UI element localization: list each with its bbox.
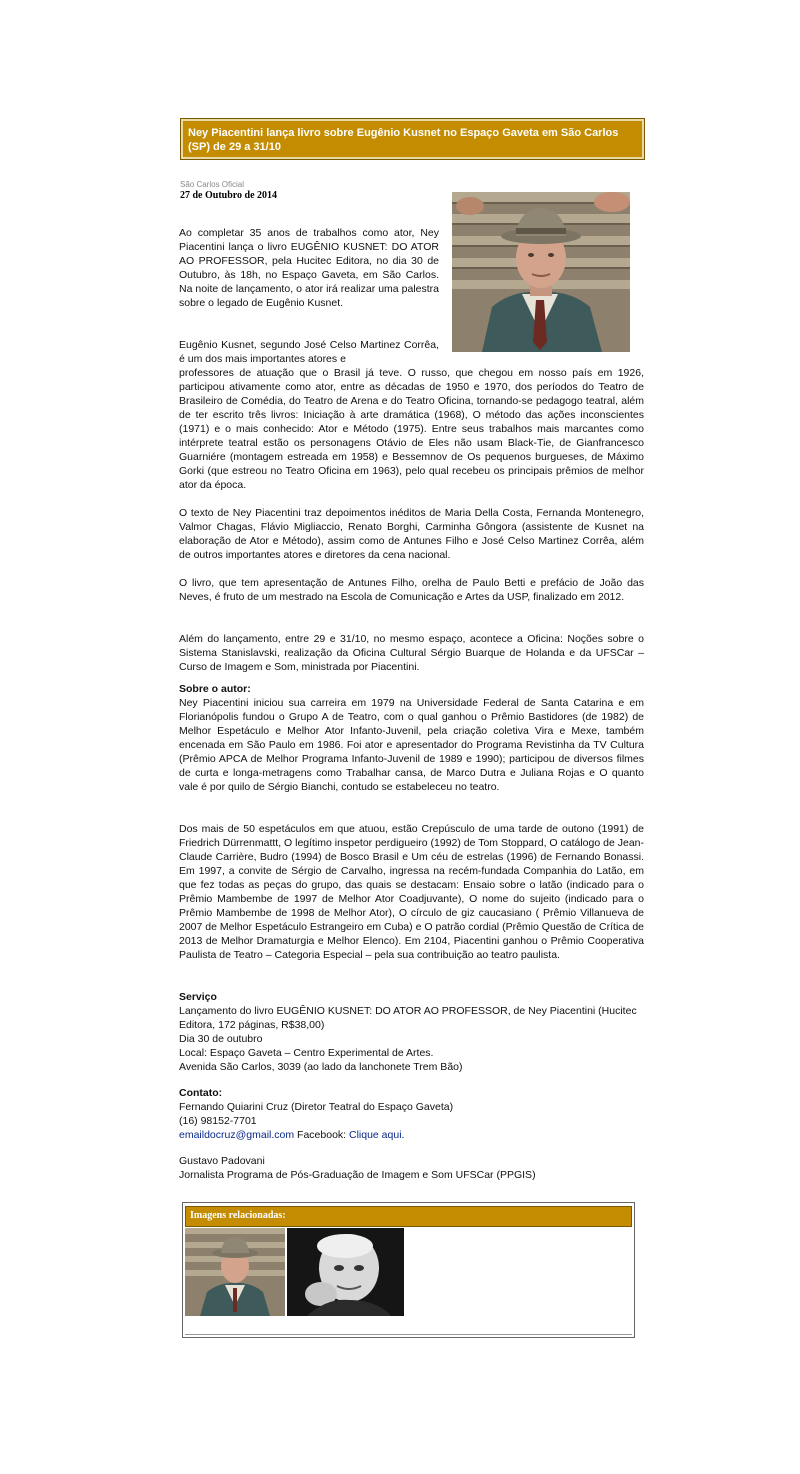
service-line: Avenida São Carlos, 3039 (ao lado da lanchonete Trem Bão) — [179, 1061, 463, 1073]
service-line: Local: Espaço Gaveta – Centro Experimental de Artes. — [179, 1047, 434, 1059]
contact-end: . — [401, 1129, 405, 1141]
contact-email-link[interactable]: emaildocruz@gmail.com — [179, 1129, 295, 1141]
related-images-header — [185, 1206, 632, 1227]
service-heading: Serviço — [179, 991, 217, 1003]
service-line: Lançamento do livro EUGÊNIO KUSNET: DO ATOR AO PROFESSOR, de Ney Piacentini (Hucitec Editora, 172 páginas, R$38,00) — [179, 1005, 637, 1031]
main-photo[interactable] — [452, 192, 630, 352]
facebook-label: Facebook: — [297, 1129, 347, 1141]
contact-phone: (16) 98152-7701 — [179, 1115, 257, 1127]
service-line: Dia 30 de outubro — [179, 1033, 263, 1045]
section-service — [179, 990, 644, 1074]
section-contact — [179, 1086, 644, 1142]
paragraph-kusnet: professores de atuação que o Brasil já teve. O russo, que chegou em nosso país em 1926, participou ativamente como ator, entre as décadas de 1950 e 1970, dos períodos do Teatro de Brasileiro de Comédia, do Teatro de Arena e do Teatro Oficina, tornando-se pedagogo teatral, além de ter escrito três livros: Iniciação à arte dramática (1968), O método das ações inconscientes (1971) e o mais conhecido: Ator e Método (1975). Entre seus trabalhos mais marcantes como intérprete teatral estão os personagens Otávio de Eles não usam Black-Tie, de Gianfrancesco Guarniére (montagem estreada em 1958) e Bessemnov de Os pequenos burgueses, de Máximo Gorki (que estreou no Teatro Oficina em 1963), pelo qual recebeu os principais prêmios de melhor ator da época. — [179, 367, 644, 491]
article-title: Ney Piacentini lança livro sobre Eugênio Kusnet no Espaço Gaveta em São Carlos (SP) de 29 a 31/10 — [188, 127, 619, 153]
signature-name: Gustavo Padovani — [179, 1155, 265, 1167]
related-images-divider — [185, 1334, 632, 1335]
thumb-actor-image — [185, 1228, 285, 1316]
thumb-kusnet-image — [287, 1228, 404, 1316]
facebook-link[interactable]: Clique aqui — [349, 1129, 402, 1141]
paragraph-workshop: Além do lançamento, entre 29 e 31/10, no mesmo espaço, acontece a Oficina: Noções sobre o Sistema Stanislavski, realização da Oficina Cultural Sérgio Buarque de Holanda e da UFSCar – Curso de Imagem e Som, ministrada por Piacentini. — [179, 633, 644, 673]
contact-name: Fernando Quiarini Cruz (Diretor Teatral do Espaço Gaveta) — [179, 1101, 454, 1113]
portrait-image — [452, 192, 630, 352]
paragraph-kusnet-start: Eugênio Kusnet, segundo José Celso Martinez Corrêa, é um dos mais importantes atores e — [179, 339, 439, 365]
section-author — [179, 682, 644, 794]
paragraph-testimonies: O texto de Ney Piacentini traz depoimentos inéditos de Maria Della Costa, Fernanda Montenegro, Valmor Chagas, Flávio Migliaccio, Renato Borghi, Carminha Gôngora (assistente de Kusnet na elaboração de Ator e Método), assim como de Antunes Filho e José Celso Martinez Corrêa, além de outros importantes atores e diretores da cena nacional. — [179, 507, 644, 561]
author-heading: Sobre o autor: — [179, 683, 251, 695]
paragraph-intro: Ao completar 35 anos de trabalhos como ator, Ney Piacentini lança o livro EUGÊNIO KUSNET: DO ATOR AO PROFESSOR, pela Hucitec Editora, no dia 30 de Outubro, às 18h, no Espaço Gaveta, em São Carlos. Na noite de lançamento, o ator irá realizar uma palestra sobre o legado de Eugênio Kusnet. — [179, 227, 439, 309]
related-images-box — [182, 1202, 635, 1338]
article-date: 27 de Outubro de 2014 — [180, 190, 278, 201]
paragraph-book: O livro, que tem apresentação de Antunes Filho, orelha de Paulo Betti e prefácio de João das Neves, é fruto de um mestrado na Escola de Comunicação e Artes da USP, finalizado em 2012. — [179, 577, 644, 603]
article-title-box — [180, 118, 645, 160]
related-thumb-kusnet[interactable] — [287, 1228, 404, 1316]
signature-role: Jornalista Programa de Pós-Graduação de Imagem e Som UFSCar (PPGIS) — [179, 1169, 536, 1181]
related-images-heading: Imagens relacionadas: — [190, 1210, 286, 1221]
contact-heading: Contato: — [179, 1087, 223, 1099]
signature — [179, 1154, 644, 1182]
paragraph-career: Dos mais de 50 espetáculos em que atuou, estão Crepúsculo de uma tarde de outono (1991) de Friedrich Dürrenmattt, O legítimo inspetor perdigueiro (1992) de Tom Stoppard, O catálogo de Jean-Claude Carrière, Budro (1994) de Bosco Brasil e Um céu de estrelas (1996) de Fernando Bonassi. Em 1997, a convite de Sérgio de Carvalho, ingressa na recém-fundada Companhia do Latão, em que fez todas as peças do grupo, das quais se destacam: Ensaio sobre o latão (indicado para o Prêmio Mambembe de 1997 de Melhor Ator Coadjuvante), O nome do sujeito (indicado para o Prêmio Mambembe de 1998 de Melhor Ator), O círculo de giz caucasiano ( Prêmio Villanueva de 2007 de Melhor Espetáculo Estrangeiro em Cuba) e O patrão cordial (Prêmio Questão de Crítica de 2013 de Melhor Dramaturgia e Melhor Elenco). Em 2104, Piacentini ganhou o Prêmio Cooperativa Paulista de Teatro – Categoria Especial – pela sua contribuição ao teatro paulista. — [179, 823, 644, 961]
article-source: São Carlos Oficial — [180, 180, 245, 189]
paragraph-author: Ney Piacentini iniciou sua carreira em 1979 na Universidade Federal de Santa Catarina e em Florianópolis fundou o Grupo A de Teatro, com o qual ganhou o Prêmio Bastidores (de 1982) de Melhor Espetáculo e Melhor Ator Infanto-Juvenil, pela criação coletiva Vira e Mexe, também encenada em São Paulo em 1986. Foi ator e apresentador do Programa Revistinha da TV Cultura (Prêmio APCA de Melhor Programa Infanto-Juvenil de 1989 e 1990); participou de diversos filmes de curta e longa-metragens como Trabalhar cansa, de Marco Dutra e Juliana Rojas e O quanto vale é por quilo de Sérgio Bianchi, contudo se estabeleceu no teatro. — [179, 697, 644, 793]
related-thumb-actor[interactable] — [185, 1228, 285, 1316]
